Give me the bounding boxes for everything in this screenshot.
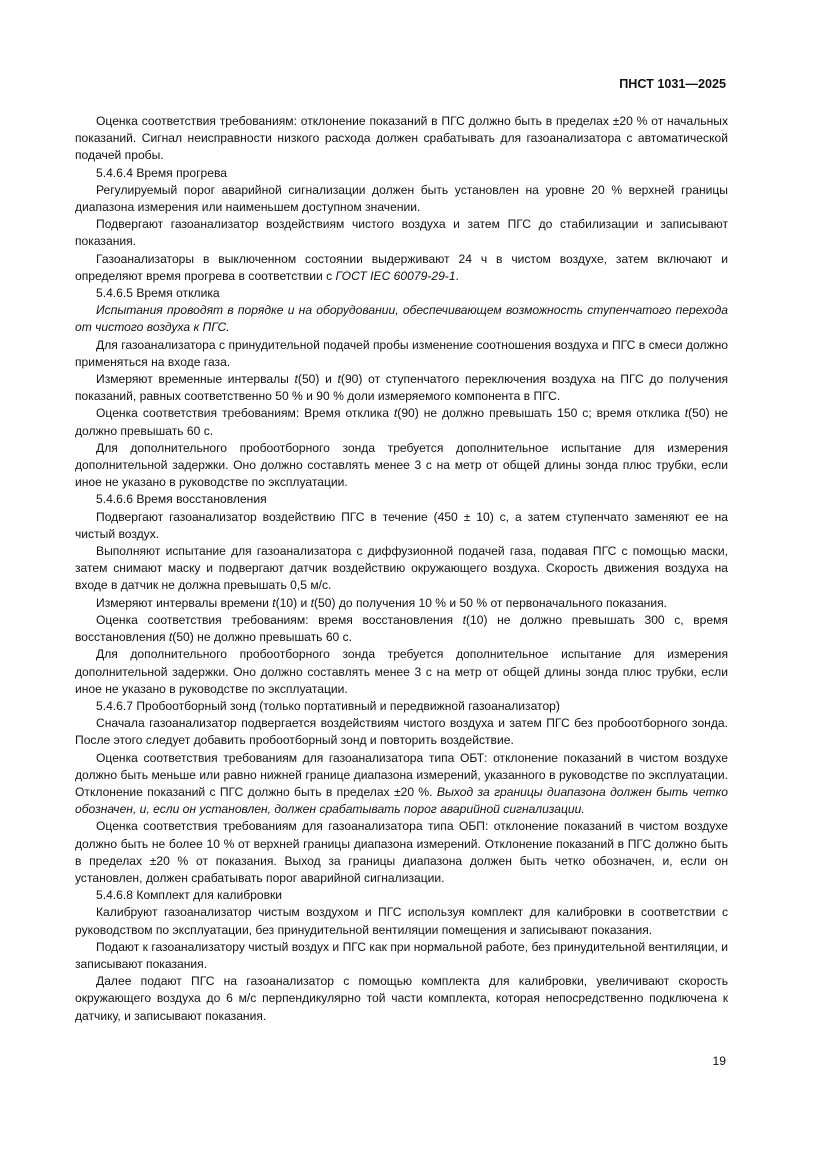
text-run: Измеряют временные интервалы	[96, 372, 295, 387]
text-run: Оценка соответствия требованиям для газоанализатора типа ОБП: отклонение показаний в чистом воздухе должно быть не более 10 % от верхней границы диапазона измерений. Отклонение показаний в ПГС должно быть в пределах ±20 % от показания. Выход за границы диапазона должен быть четко обозначен, и, если он установлен, должен срабатывать порог аварийной сигнализации.	[75, 819, 728, 885]
italic-text-run: t	[272, 595, 276, 610]
text-run: (10) и	[275, 595, 311, 610]
text-run: Оценка соответствия требованиям: отклонение показаний в ПГС должно быть в пределах ±20 % от начальных показаний. Сигнал неисправности низкого расхода должен срабатывать для газоанализатора с автоматической подачей пробы.	[75, 114, 728, 163]
text-run: Газоанализаторы в выключенном состоянии выдерживают 24 ч в чистом воздухе, затем включают и определяют время прогрева в соответствии с	[75, 251, 728, 283]
section-heading	[75, 698, 728, 715]
text-run: Подвергают газоанализатор воздействиям чистого воздуха и затем ПГС до стабилизации и записывают показания.	[75, 217, 728, 249]
text-run: (10) не должно превышать 300 с, время восстановления	[75, 612, 728, 645]
text-run: .	[455, 268, 459, 283]
italic-text-run: t	[684, 406, 689, 421]
italic-text-run: t	[168, 630, 173, 645]
page-number: 19	[712, 1054, 726, 1068]
text-run: 5.4.6.4 Время прогрева	[96, 165, 227, 180]
text-run: 5.4.6.5 Время отклика	[96, 286, 220, 301]
document-body	[75, 113, 728, 1025]
italic-text-run: ГОСТ IEC 60079-29-1	[335, 268, 456, 283]
text-run: Сначала газоанализатор подвергается воздействиям чистого воздуха и затем ПГС без пробоотборного зонда. После этого следует добавить пробоотборный зонд и повторить воздействие.	[75, 716, 728, 748]
text-run: Далее подают ПГС на газоанализатор с помощью комплекта для калибровки, увеличивают скорость окружающего воздуха до 6 м/с перпендикулярно той части комплекта, которая непосредственно подключена к датчику, и записывают показания.	[75, 974, 728, 1023]
paragraph	[75, 973, 728, 1025]
section-heading	[75, 165, 728, 182]
paragraph	[75, 646, 728, 698]
text-run: Оценка соответствия требованиям: Время отклика	[96, 406, 394, 421]
text-run: 5.4.6.6 Время восстановления	[96, 492, 267, 507]
text-run: Для дополнительного пробоотборного зонда требуется дополнительное испытание для измерения дополнительной задержки. Оно должно составлять менее 3 с на метр от общей длины зонда плюс трубки, если иное не указано в руководстве по эксплуатации.	[75, 440, 728, 490]
paragraph	[75, 371, 728, 405]
italic-text-run: t	[337, 372, 341, 387]
text-run: Измеряют интервалы времени	[96, 595, 273, 610]
italic-text-run: Выход за границы диапазона должен быть четко обозначен, и, если он установлен, должен срабатывать порог аварийной сигнализации.	[75, 784, 728, 817]
paragraph	[75, 750, 728, 819]
section-heading	[75, 285, 728, 302]
italic-text-run: t	[294, 372, 298, 387]
italic-text-run: Испытания проводят в порядке и на оборудовании, обеспечивающем возможность ступенчатого перехода от чистого воздуха к ПГС.	[75, 303, 728, 335]
paragraph	[75, 440, 728, 492]
paragraph	[75, 337, 728, 371]
italic-text-run: t	[393, 406, 398, 421]
paragraph	[75, 818, 728, 887]
text-run: 5.4.6.8 Комплект для калибровки	[96, 888, 283, 903]
text-run: Для дополнительного пробоотборного зонда требуется дополнительное испытание для измерения дополнительной задержки. Оно должно составлять менее 3 с на метр от общей длины зонда плюс трубки, если иное не указано в руководстве по эксплуатации.	[75, 647, 728, 696]
paragraph	[75, 612, 728, 646]
italic-text-run: t	[462, 612, 466, 627]
text-run: Подвергают газоанализатор воздействию ПГС в течение (450 ± 10) с, а затем ступенчато заменяют ее на чистый воздух.	[75, 509, 728, 541]
paragraph	[75, 543, 728, 595]
text-run: Калибруют газоанализатор чистым воздухом и ПГС используя комплект для калибровки в соответствии с руководством по эксплуатации, без принудительной вентиляции помещения и записывают показания.	[75, 905, 728, 937]
text-run: Подают к газоанализатору чистый воздух и ПГС как при нормальной работе, без принудительной вентиляции, и записывают показания.	[75, 939, 728, 971]
italic-text-run: t	[310, 595, 314, 610]
paragraph	[75, 251, 728, 285]
section-heading	[75, 887, 728, 904]
text-run: Регулируемый порог аварийной сигнализации должен быть установлен на уровне 20 % верхней границы диапазона измерения или наименьшем доступном значении.	[75, 182, 728, 215]
paragraph	[75, 216, 728, 250]
text-run: (50) не должно превышать 60 с.	[75, 406, 728, 438]
text-run: (50) до получения 10 % и 50 % от первоначального показания.	[313, 595, 668, 610]
document-code-header: ПНСТ 1031—2025	[619, 77, 726, 91]
section-heading	[75, 491, 728, 508]
text-run: Оценка соответствия требованиям для газоанализатора типа ОБТ: отклонение показаний в чистом воздухе должно быть меньше или равно нижней границе диапазона измерений, указанного в руководстве по эксплуатации. Отклонение показаний с ПГС должно быть в пределах ±20 %.	[75, 750, 728, 799]
paragraph	[75, 509, 728, 543]
paragraph	[75, 904, 728, 938]
paragraph	[75, 182, 728, 216]
paragraph	[75, 595, 728, 612]
paragraph	[75, 302, 728, 336]
text-run: (50) и	[297, 372, 338, 387]
paragraph	[75, 405, 728, 439]
text-run: (90) от ступенчатого переключения воздуха на ПГС до получения показаний, равных соответственно 50 % и 90 % доли измеряемого компонента в ПГС.	[75, 372, 728, 404]
text-run: Оценка соответствия требованиям: время восстановления	[96, 612, 463, 627]
text-run: (90) не должно превышать 150 с; время отклика	[397, 406, 685, 421]
text-run: 5.4.6.7 Пробоотборный зонд (только портативный и передвижной газоанализатор)	[96, 698, 560, 713]
paragraph	[75, 715, 728, 749]
text-run: Выполняют испытание для газоанализатора с диффузионной подачей газа, подавая ПГС с помощью маски, затем снимают маску и подвергают датчик воздействию окружающего воздуха. Скорость движения воздуха на входе в датчик не должна превышать 0,5 м/с.	[75, 544, 728, 593]
paragraph	[75, 939, 728, 973]
paragraph	[75, 113, 728, 165]
text-run: Для газоанализатора с принудительной подачей пробы изменение соотношения воздуха и ПГС в смеси должно применяться на входе газа.	[75, 337, 728, 369]
text-run: (50) не должно превышать 60 с.	[172, 630, 353, 645]
